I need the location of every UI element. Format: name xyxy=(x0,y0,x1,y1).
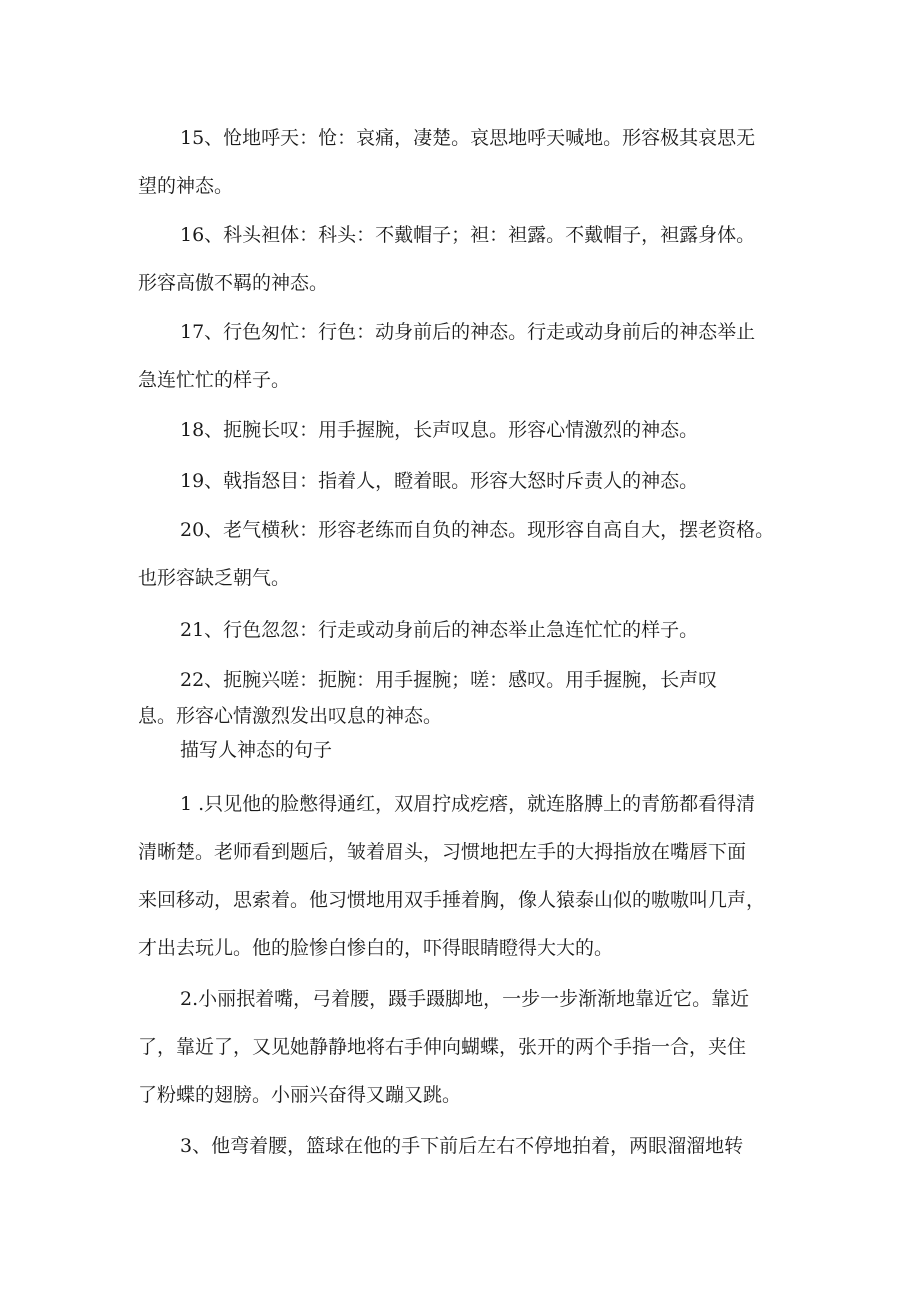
entry-line: 16、科头袒体：科头：不戴帽子；袒：袒露。不戴帽子，袒露身体。 xyxy=(180,224,756,246)
entry-line: 21、行色忽忽：行走或动身前后的神态举止急连忙忙的样子。 xyxy=(180,619,699,641)
sentence-line: 1 .只见他的脸憋得通红，双眉拧成疙瘩，就连胳膊上的青筋都看得清 xyxy=(180,793,756,815)
sentence-line: 清晰楚。老师看到题后，皱着眉头，习惯地把左手的大拇指放在嘴唇下面 xyxy=(138,841,747,863)
entry-16 xyxy=(138,211,798,307)
entry-line: 望的神态。 xyxy=(138,175,234,197)
entry-line: 也形容缺乏朝气。 xyxy=(138,567,291,589)
entry-line: 15、怆地呼天：怆：哀痛，凄楚。哀思地呼天喊地。形容极其哀思无 xyxy=(180,127,756,149)
sentence-line: 了粉蝶的翅膀。小丽兴奋得又蹦又跳。 xyxy=(138,1084,462,1106)
sentence-line: 了，靠近了，又见她静静地将右手伸向蝴蝶，张开的两个手指一合，夹住 xyxy=(138,1036,747,1058)
entry-15 xyxy=(138,114,798,210)
sentence-line: 才出去玩儿。他的脸惨白惨白的，吓得眼睛瞪得大大的。 xyxy=(138,937,614,959)
section-heading xyxy=(138,726,798,774)
entry-line: 17、行色匆忙：行色：动身前后的神态。行走或动身前后的神态举止 xyxy=(180,321,756,343)
entry-20 xyxy=(138,506,798,602)
sentence-1 xyxy=(138,780,798,972)
entry-22 xyxy=(138,662,798,734)
entry-line: 形容高傲不羁的神态。 xyxy=(138,272,329,294)
entry-line: 18、扼腕长叹：用手握腕，长声叹息。形容心情激烈的神态。 xyxy=(180,419,699,441)
entry-line: 息。形容心情激烈发出叹息的神态。 xyxy=(138,705,443,727)
heading-text: 描写人神态的句子 xyxy=(180,739,333,761)
entry-line: 急连忙忙的样子。 xyxy=(138,369,291,391)
entry-19 xyxy=(138,457,798,505)
entry-line: 20、老气横秋：形容老练而自负的神态。现形容自高自大，摆老资格。 xyxy=(180,519,775,541)
sentence-2 xyxy=(138,975,798,1119)
sentence-line: 来回移动，思索着。他习惯地用双手捶着胸，像人猿泰山似的嗷嗷叫几声， xyxy=(138,889,766,911)
sentence-3 xyxy=(138,1122,798,1170)
entry-17 xyxy=(138,308,798,404)
sentence-line: 3、他弯着腰，篮球在他的手下前后左右不停地拍着，两眼溜溜地转 xyxy=(180,1135,744,1157)
entry-21 xyxy=(138,606,798,654)
entry-line: 22、扼腕兴嗟：扼腕：用手握腕；嗟：感叹。用手握腕，长声叹 xyxy=(180,669,718,691)
entry-18 xyxy=(138,406,798,454)
sentence-line: 2.小丽抿着嘴，弓着腰，蹑手蹑脚地，一步一步渐渐地靠近它。靠近 xyxy=(180,988,750,1010)
entry-line: 19、戟指怒目：指着人，瞪着眼。形容大怒时斥责人的神态。 xyxy=(180,470,699,492)
